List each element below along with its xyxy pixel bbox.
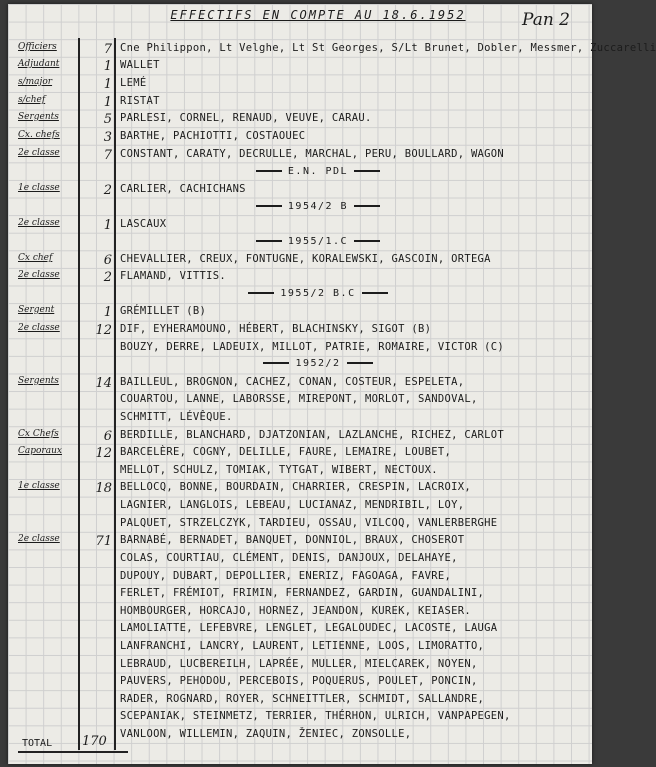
name-list: DIF, EYHERAMOUNO, HÉBERT, BLACHINSKY, SIGOT (B) bbox=[120, 323, 432, 335]
name-list: BARCELÈRE, COGNY, DELILLE, FAURE, LEMAIRE, LOUBET, bbox=[120, 446, 452, 458]
roster-row bbox=[8, 464, 592, 481]
name-list: GRÉMILLET (B) bbox=[120, 305, 207, 317]
rank-count: 1 bbox=[103, 59, 112, 74]
rank-count: 2 bbox=[103, 183, 112, 198]
rank-count: 3 bbox=[103, 130, 112, 145]
name-list: BOUZY, DERRE, LADEUIX, MILLOT, PATRIE, ROMAIRE, VICTOR (C) bbox=[120, 341, 505, 353]
roster-row bbox=[8, 587, 592, 604]
roster-row bbox=[8, 517, 592, 534]
section-header: E.N. PDL bbox=[208, 166, 428, 177]
rank-category: 2e classe bbox=[18, 323, 60, 333]
rank-count: 14 bbox=[95, 376, 112, 391]
name-list: LAMOLIATTE, LEFEBVRE, LENGLET, LEGALOUDEC, LACOSTE, LAUGA bbox=[120, 622, 498, 634]
roster-row bbox=[8, 376, 592, 393]
name-list: LASCAUX bbox=[120, 218, 167, 230]
corner-annotation: Pan 2 bbox=[522, 10, 570, 30]
rank-category: 2e classe bbox=[18, 148, 60, 158]
roster-row bbox=[8, 218, 592, 235]
name-list: DUPOUY, DUBART, DEPOLLIER, ENERIZ, FAGOAGA, FAVRE, bbox=[120, 570, 452, 582]
name-list: SCEPANIAK, STEINMETZ, TERRIER, THÉRHON, ULRICH, VANPAPEGEN, bbox=[120, 710, 511, 722]
register-page bbox=[8, 4, 656, 764]
roster-row bbox=[8, 112, 592, 129]
name-list: FERLET, FRÉMIOT, FRIMIN, FERNANDEZ, GARDIN, GUANDALINI, bbox=[120, 587, 485, 599]
rank-count: 12 bbox=[95, 446, 112, 461]
roster-row bbox=[8, 605, 592, 622]
name-list: BARNABÉ, BERNADET, BANQUET, DONNIOL, BRAUX, CHOSEROT bbox=[120, 534, 465, 546]
roster-row bbox=[8, 640, 592, 657]
total-underline bbox=[18, 751, 128, 753]
roster-row bbox=[8, 570, 592, 587]
roster-row bbox=[8, 341, 592, 358]
rank-category: Officiers bbox=[18, 42, 57, 52]
rank-category: 2e classe bbox=[18, 270, 60, 280]
rank-category: 1e classe bbox=[18, 481, 60, 491]
total-label: TOTAL bbox=[22, 738, 53, 749]
name-list: VANLOON, WILLEMIN, ZAQUIN, ŽENIEC, ZONSOLLE, bbox=[120, 728, 412, 740]
page-title: EFFECTIFS EN COMPTE AU 18.6.1952 bbox=[170, 8, 466, 22]
name-list: SCHMITT, LÉVÊQUE. bbox=[120, 411, 233, 423]
rank-category: 2e classe bbox=[18, 218, 60, 228]
name-list: RISTAT bbox=[120, 95, 160, 107]
roster-row bbox=[8, 148, 592, 165]
roster-row bbox=[8, 622, 592, 639]
name-list: PALQUET, STRZELCZYK, TARDIEU, OSSAU, VILCOQ, VANLERBERGHE bbox=[120, 517, 498, 529]
rank-count: 7 bbox=[103, 42, 112, 57]
rank-category: Cx. chefs bbox=[18, 130, 60, 140]
roster-row bbox=[8, 42, 656, 59]
rank-category: s/chef bbox=[18, 95, 46, 105]
roster-row bbox=[8, 183, 592, 200]
rank-count: 6 bbox=[103, 429, 112, 444]
rank-count: 7 bbox=[103, 148, 112, 163]
roster-row bbox=[8, 658, 592, 675]
roster-row bbox=[8, 693, 592, 710]
rank-category: Sergents bbox=[18, 112, 59, 122]
name-list: COLAS, COURTIAU, CLÉMENT, DENIS, DANJOUX, DELAHAYE, bbox=[120, 552, 458, 564]
section-header: 1955/1.C bbox=[208, 236, 428, 247]
name-list: BARTHE, PACHIOTTI, COSTAOUEC bbox=[120, 130, 306, 142]
rank-count: 2 bbox=[103, 270, 112, 285]
roster-row bbox=[8, 411, 592, 428]
rank-count: 18 bbox=[95, 481, 112, 496]
name-list: WALLET bbox=[120, 59, 160, 71]
name-list: BERDILLE, BLANCHARD, DJATZONIAN, LAZLANCHE, RICHEZ, CARLOT bbox=[120, 429, 505, 441]
rank-count: 71 bbox=[95, 534, 112, 549]
roster-row bbox=[8, 393, 592, 410]
total-value: 170 bbox=[82, 734, 107, 749]
section-header: 1954/2 B bbox=[208, 201, 428, 212]
name-list: RADER, ROGNARD, ROYER, SCHNEITTLER, SCHMIDT, SALLANDRE, bbox=[120, 693, 485, 705]
name-list: CHEVALLIER, CREUX, FONTUGNE, KORALEWSKI, GASCOIN, ORTEGA bbox=[120, 253, 491, 265]
name-list: PARLESI, CORNEL, RENAUD, VEUVE, CARAU. bbox=[120, 112, 372, 124]
name-list: MELLOT, SCHULZ, TOMIAK, TYTGAT, WIBERT, NECTOUX. bbox=[120, 464, 438, 476]
rank-count: 1 bbox=[103, 77, 112, 92]
roster-row bbox=[8, 675, 592, 692]
roster-row bbox=[8, 305, 592, 322]
name-list: PAUVERS, PEHODOU, PERCEBOIS, POQUERUS, POULET, PONCIN, bbox=[120, 675, 478, 687]
name-list: COUARTOU, LANNE, LABORSSE, MIREPONT, MORLOT, SANDOVAL, bbox=[120, 393, 478, 405]
rank-count: 1 bbox=[103, 305, 112, 320]
roster-row bbox=[8, 552, 592, 569]
name-list: Cne Philippon, Lt Velghe, Lt St Georges, S/Lt Brunet, Dobler, Messmer, Zuccarelli bbox=[120, 42, 656, 54]
name-list: FLAMAND, VITTIS. bbox=[120, 270, 226, 282]
roster-row bbox=[8, 429, 592, 446]
name-list: BELLOCQ, BONNE, BOURDAIN, CHARRIER, CRESPIN, LACROIX, bbox=[120, 481, 471, 493]
rank-category: Caporaux bbox=[18, 446, 62, 456]
rank-count: 6 bbox=[103, 253, 112, 268]
rank-category: Cx chef bbox=[18, 253, 53, 263]
name-list: LEBRAUD, LUCBEREILH, LAPRÉE, MULLER, MIELCAREK, NOYEN, bbox=[120, 658, 478, 670]
name-list: LEMÉ bbox=[120, 77, 147, 89]
roster-row bbox=[8, 253, 592, 270]
roster-row bbox=[8, 77, 592, 94]
rank-category: 2e classe bbox=[18, 534, 60, 544]
rank-category: Sergent bbox=[18, 305, 55, 315]
name-list: LAGNIER, LANGLOIS, LEBEAU, LUCIANAZ, MENDRIBIL, LOY, bbox=[120, 499, 465, 511]
name-list: LANFRANCHI, LANCRY, LAURENT, LETIENNE, LOOS, LIMORATTO, bbox=[120, 640, 485, 652]
roster-row bbox=[8, 323, 592, 340]
roster-row bbox=[8, 130, 592, 147]
rank-count: 12 bbox=[95, 323, 112, 338]
rank-count: 1 bbox=[103, 218, 112, 233]
roster-row bbox=[8, 534, 592, 551]
name-list: HOMBOURGER, HORCAJO, HORNEZ, JEANDON, KUREK, KEIASER. bbox=[120, 605, 471, 617]
roster-row bbox=[8, 95, 592, 112]
roster-row bbox=[8, 710, 592, 727]
roster-row bbox=[8, 481, 592, 498]
rank-category: Cx Chefs bbox=[18, 429, 59, 439]
roster-row bbox=[8, 446, 592, 463]
roster-row bbox=[8, 270, 592, 287]
rank-category: Sergents bbox=[18, 376, 59, 386]
section-header: 1952/2 bbox=[208, 358, 428, 369]
section-header: 1955/2 B.C bbox=[208, 288, 428, 299]
name-list: BAILLEUL, BROGNON, CACHEZ, CONAN, COSTEUR, ESPELETA, bbox=[120, 376, 465, 388]
name-list: CONSTANT, CARATY, DECRULLE, MARCHAL, PERU, BOULLARD, WAGON bbox=[120, 148, 505, 160]
rank-count: 5 bbox=[103, 112, 112, 127]
rank-category: Adjudant bbox=[18, 59, 60, 69]
name-list: CARLIER, CACHICHANS bbox=[120, 183, 246, 195]
roster-row bbox=[8, 59, 592, 76]
roster-row bbox=[8, 499, 592, 516]
rank-category: s/major bbox=[18, 77, 53, 87]
rank-count: 1 bbox=[103, 95, 112, 110]
rank-category: 1e classe bbox=[18, 183, 60, 193]
